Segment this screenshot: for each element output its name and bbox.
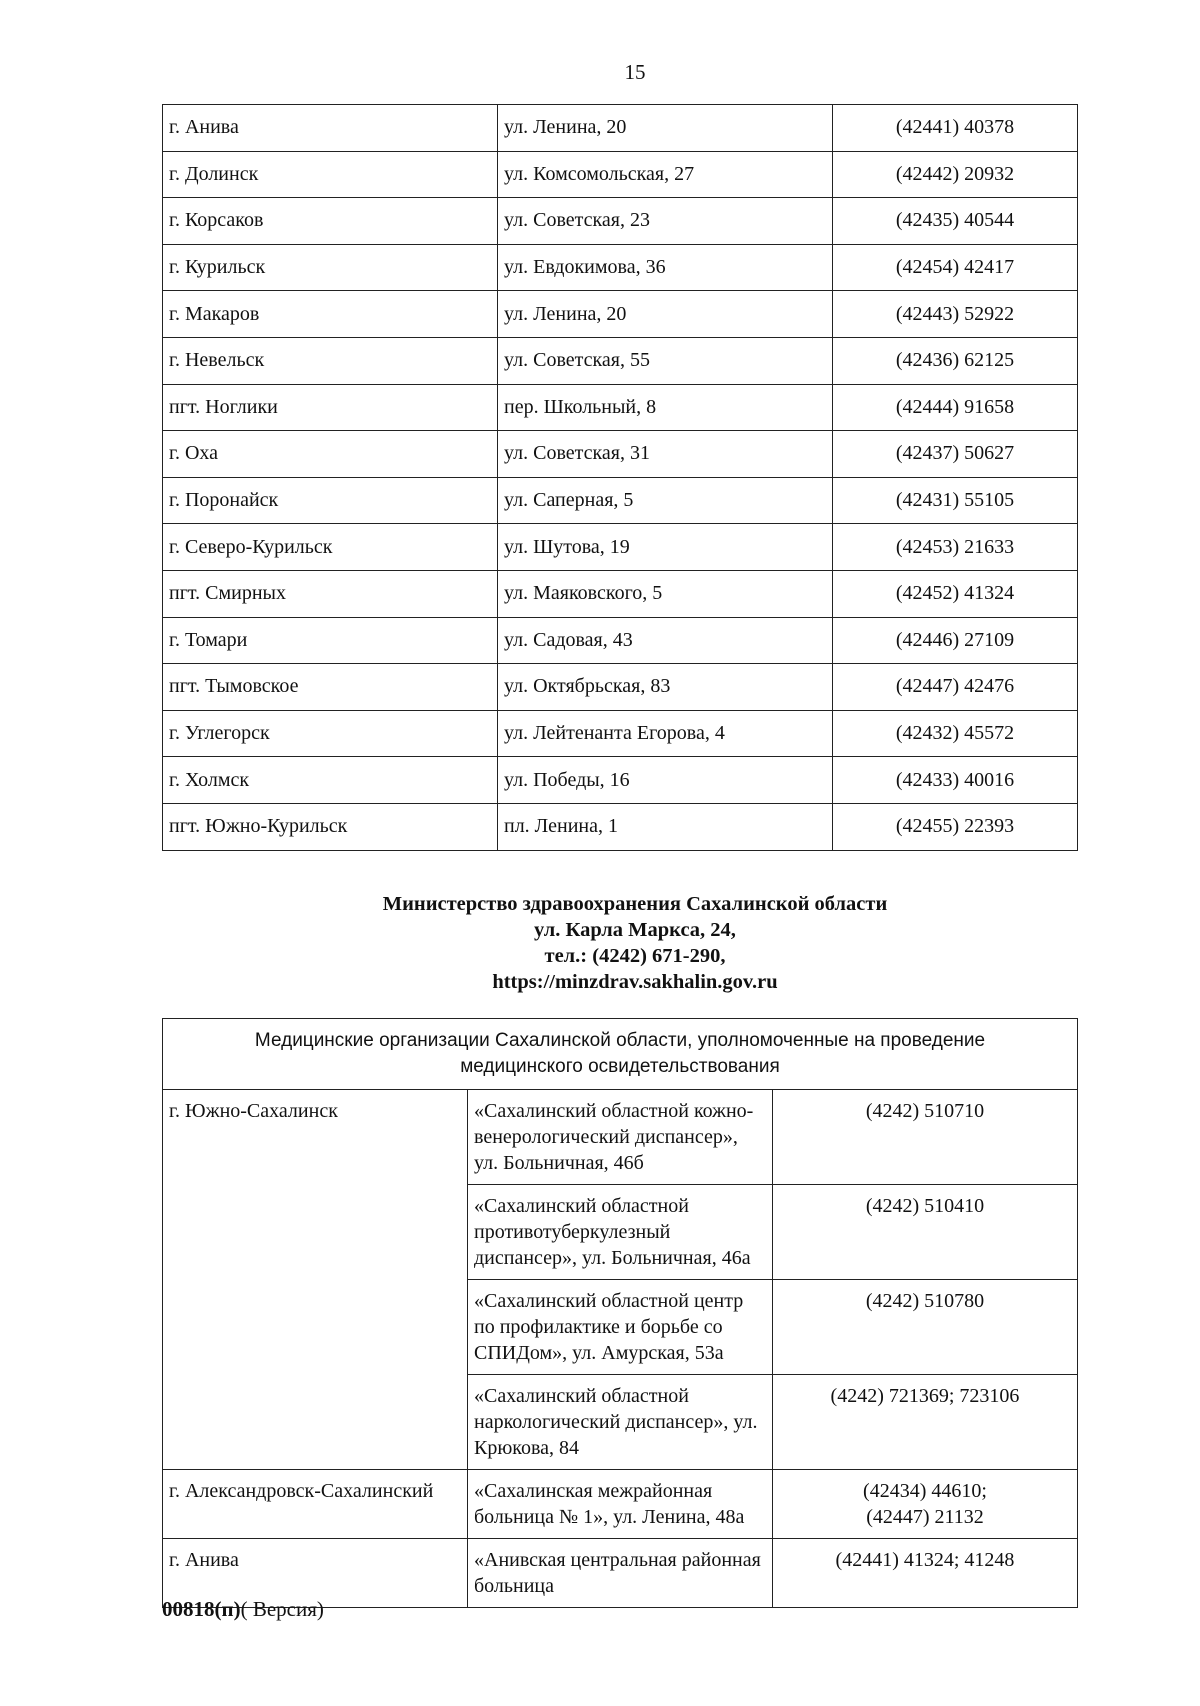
ministry-name: Министерство здравоохранения Сахалинской области: [382, 893, 888, 915]
page-number: 15: [624, 60, 646, 84]
org-name: «Сахалинский областной противотуберкулезный диспансер», ул. Больничная, 46а: [468, 1185, 773, 1280]
phone-address-cell: ул. Комсомольская, 27: [498, 151, 833, 198]
org-table-header-row: [163, 1019, 1078, 1090]
ministry-url[interactable]: https://minzdrav.sakhalin.gov.ru: [492, 971, 778, 993]
phone-number-cell: (42453) 21633: [833, 524, 1078, 571]
phone-city-cell: г. Курильск: [163, 244, 498, 291]
phone-address-cell: ул. Лейтенанта Егорова, 4: [498, 710, 833, 757]
phone-number-cell: (42441) 40378: [833, 105, 1078, 152]
table-row: [163, 244, 1078, 291]
org-name: «Сахалинский областной центр по профилактике и борьбе со СПИДом», ул. Амурская, 53а: [468, 1280, 773, 1375]
phone-number-cell: (42442) 20932: [833, 151, 1078, 198]
org-name: «Анивская центральная районная больница: [468, 1539, 773, 1608]
org-name: «Сахалинская межрайонная больница № 1», ул. Ленина, 48а: [468, 1470, 773, 1539]
phone-address-cell: ул. Советская, 55: [498, 337, 833, 384]
table-row: [163, 757, 1078, 804]
org-phone: (4242) 510780: [773, 1280, 1078, 1375]
table-row: [163, 198, 1078, 245]
phone-number-cell: (42437) 50627: [833, 431, 1078, 478]
phone-address-cell: ул. Ленина, 20: [498, 291, 833, 338]
phone-directory-table: [162, 104, 1078, 851]
phone-city-cell: пгт. Ноглики: [163, 384, 498, 431]
table-row: [163, 384, 1078, 431]
org-name: «Сахалинский областной кожно-венерологический диспансер», ул. Больничная, 46б: [468, 1090, 773, 1185]
document-code: 00818(п): [162, 1597, 241, 1621]
phone-city-cell: г. Томари: [163, 617, 498, 664]
phone-number-cell: (42436) 62125: [833, 337, 1078, 384]
phone-number-cell: (42443) 52922: [833, 291, 1078, 338]
medical-organizations-table: [162, 1018, 1078, 1608]
table-row: [163, 477, 1078, 524]
table-row: [163, 664, 1078, 711]
table-row: [163, 105, 1078, 152]
phone-address-cell: пер. Школьный, 8: [498, 384, 833, 431]
document-footer: [162, 1597, 324, 1622]
phone-number-cell: (42454) 42417: [833, 244, 1078, 291]
phone-number-cell: (42444) 91658: [833, 384, 1078, 431]
table-row: [163, 803, 1078, 850]
ministry-contact-block: [0, 891, 1200, 995]
phone-city-cell: г. Углегорск: [163, 710, 498, 757]
phone-city-cell: г. Северо-Курильск: [163, 524, 498, 571]
org-phone: (4242) 510710: [773, 1090, 1078, 1185]
phone-number-cell: (42455) 22393: [833, 803, 1078, 850]
phone-city-cell: г. Холмск: [163, 757, 498, 804]
ministry-address: ул. Карла Маркса, 24,: [534, 919, 736, 941]
phone-city-cell: пгт. Тымовское: [163, 664, 498, 711]
phone-address-cell: ул. Победы, 16: [498, 757, 833, 804]
table-row: [163, 1090, 1078, 1185]
table-row: [163, 291, 1078, 338]
phone-city-cell: г. Поронайск: [163, 477, 498, 524]
table-row: [163, 337, 1078, 384]
phone-address-cell: пл. Ленина, 1: [498, 803, 833, 850]
org-city-alexandrovsk: г. Александровск-Сахалинский: [163, 1470, 468, 1539]
phone-city-cell: г. Корсаков: [163, 198, 498, 245]
table-row: [163, 524, 1078, 571]
org-phone: (4242) 510410: [773, 1185, 1078, 1280]
phone-address-cell: ул. Шутова, 19: [498, 524, 833, 571]
phone-address-cell: ул. Евдокимова, 36: [498, 244, 833, 291]
phone-address-cell: ул. Саперная, 5: [498, 477, 833, 524]
phone-address-cell: ул. Советская, 31: [498, 431, 833, 478]
phone-address-cell: ул. Советская, 23: [498, 198, 833, 245]
org-phone-line: (42434) 44610;: [863, 1480, 987, 1502]
org-city-yuzhno: г. Южно-Сахалинск: [163, 1090, 468, 1470]
phone-city-cell: пгт. Смирных: [163, 570, 498, 617]
table-row: [163, 617, 1078, 664]
phone-city-cell: пгт. Южно-Курильск: [163, 803, 498, 850]
phone-number-cell: (42446) 27109: [833, 617, 1078, 664]
phone-city-cell: г. Макаров: [163, 291, 498, 338]
table-row: [163, 1470, 1078, 1539]
table-row: [163, 710, 1078, 757]
phone-number-cell: (42431) 55105: [833, 477, 1078, 524]
table-row: [163, 151, 1078, 198]
phone-number-cell: (42452) 41324: [833, 570, 1078, 617]
phone-number-cell: (42447) 42476: [833, 664, 1078, 711]
phone-number-cell: (42435) 40544: [833, 198, 1078, 245]
phone-address-cell: ул. Ленина, 20: [498, 105, 833, 152]
org-phone: [773, 1470, 1078, 1539]
phone-address-cell: ул. Садовая, 43: [498, 617, 833, 664]
table-row: [163, 431, 1078, 478]
table-row: [163, 570, 1078, 617]
phone-number-cell: (42432) 45572: [833, 710, 1078, 757]
org-table-header: Медицинские организации Сахалинской области, уполномоченные на проведение медицинского освидетельствования: [163, 1019, 1078, 1090]
org-city-aniva: г. Анива: [163, 1539, 468, 1608]
org-phone: (4242) 721369; 723106: [773, 1375, 1078, 1470]
phone-number-cell: (42433) 40016: [833, 757, 1078, 804]
phone-city-cell: г. Долинск: [163, 151, 498, 198]
phone-city-cell: г. Невельск: [163, 337, 498, 384]
phone-directory-body: [163, 105, 1078, 851]
org-name: «Сахалинский областной наркологический диспансер», ул. Крюкова, 84: [468, 1375, 773, 1470]
org-phone: (42441) 41324; 41248: [773, 1539, 1078, 1608]
phone-city-cell: г. Анива: [163, 105, 498, 152]
phone-city-cell: г. Оха: [163, 431, 498, 478]
phone-address-cell: ул. Октябрьская, 83: [498, 664, 833, 711]
org-phone-line: (42447) 21132: [866, 1506, 984, 1528]
phone-address-cell: ул. Маяковского, 5: [498, 570, 833, 617]
document-version: ( Версия): [240, 1597, 324, 1621]
ministry-phone: тел.: (4242) 671-290,: [544, 945, 726, 967]
